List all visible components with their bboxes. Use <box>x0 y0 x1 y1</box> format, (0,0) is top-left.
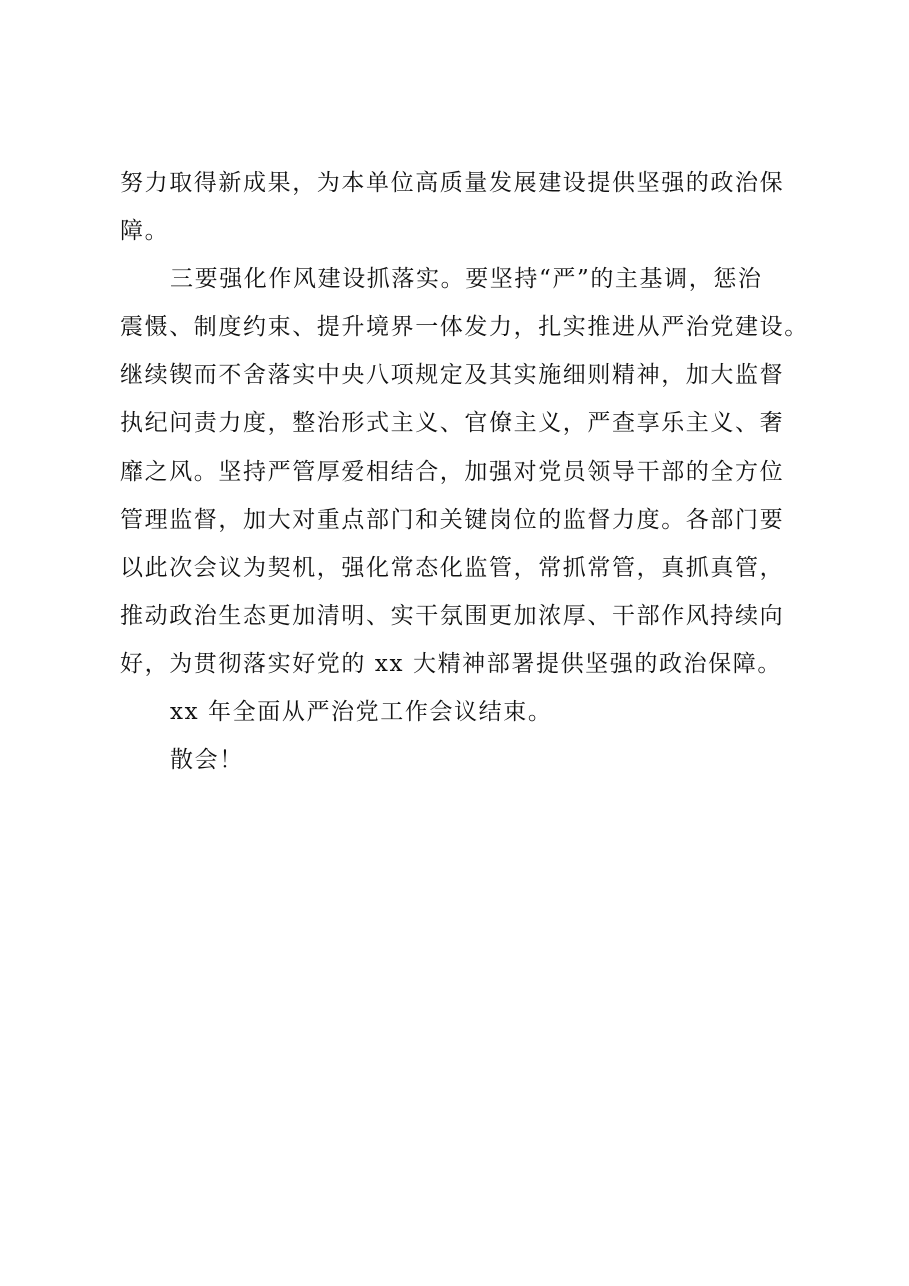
body-text-line: 执纪问责力度，整治形式主义、官僚主义，严查享乐主义、奢 <box>120 410 785 436</box>
body-text-line: 障。 <box>120 218 170 244</box>
body-text-line: 以此次会议为契机，强化常态化监管，常抓常管，真抓真管， <box>120 555 785 581</box>
paragraph-start-line: 三要强化作风建设抓落实。要坚持“严”的主基调，惩治 <box>170 266 763 292</box>
body-text-line: 推动政治生态更加清明、实干氛围更加浓厚、干部作风持续向 <box>120 603 785 629</box>
body-text-line: 继续锲而不舍落实中央八项规定及其实施细则精神，加大监督 <box>120 362 785 388</box>
body-text-line: 震慑、制度约束、提升境界一体发力，扎实推进从严治党建设。 <box>120 314 809 340</box>
closing-statement: xx 年全面从严治党工作会议结束。 <box>170 699 553 725</box>
body-text-line: 努力取得新成果，为本单位高质量发展建设提供坚强的政治保 <box>120 170 785 196</box>
body-text-line: 靡之风。坚持严管厚爱相结合，加强对党员领导干部的全方位 <box>120 459 785 485</box>
adjournment-line: 散会！ <box>170 747 244 773</box>
body-text-line: 好，为贯彻落实好党的 xx 大精神部署提供坚强的政治保障。 <box>120 651 782 677</box>
body-text-line: 管理监督，加大对重点部门和关键岗位的监督力度。各部门要 <box>120 507 785 533</box>
